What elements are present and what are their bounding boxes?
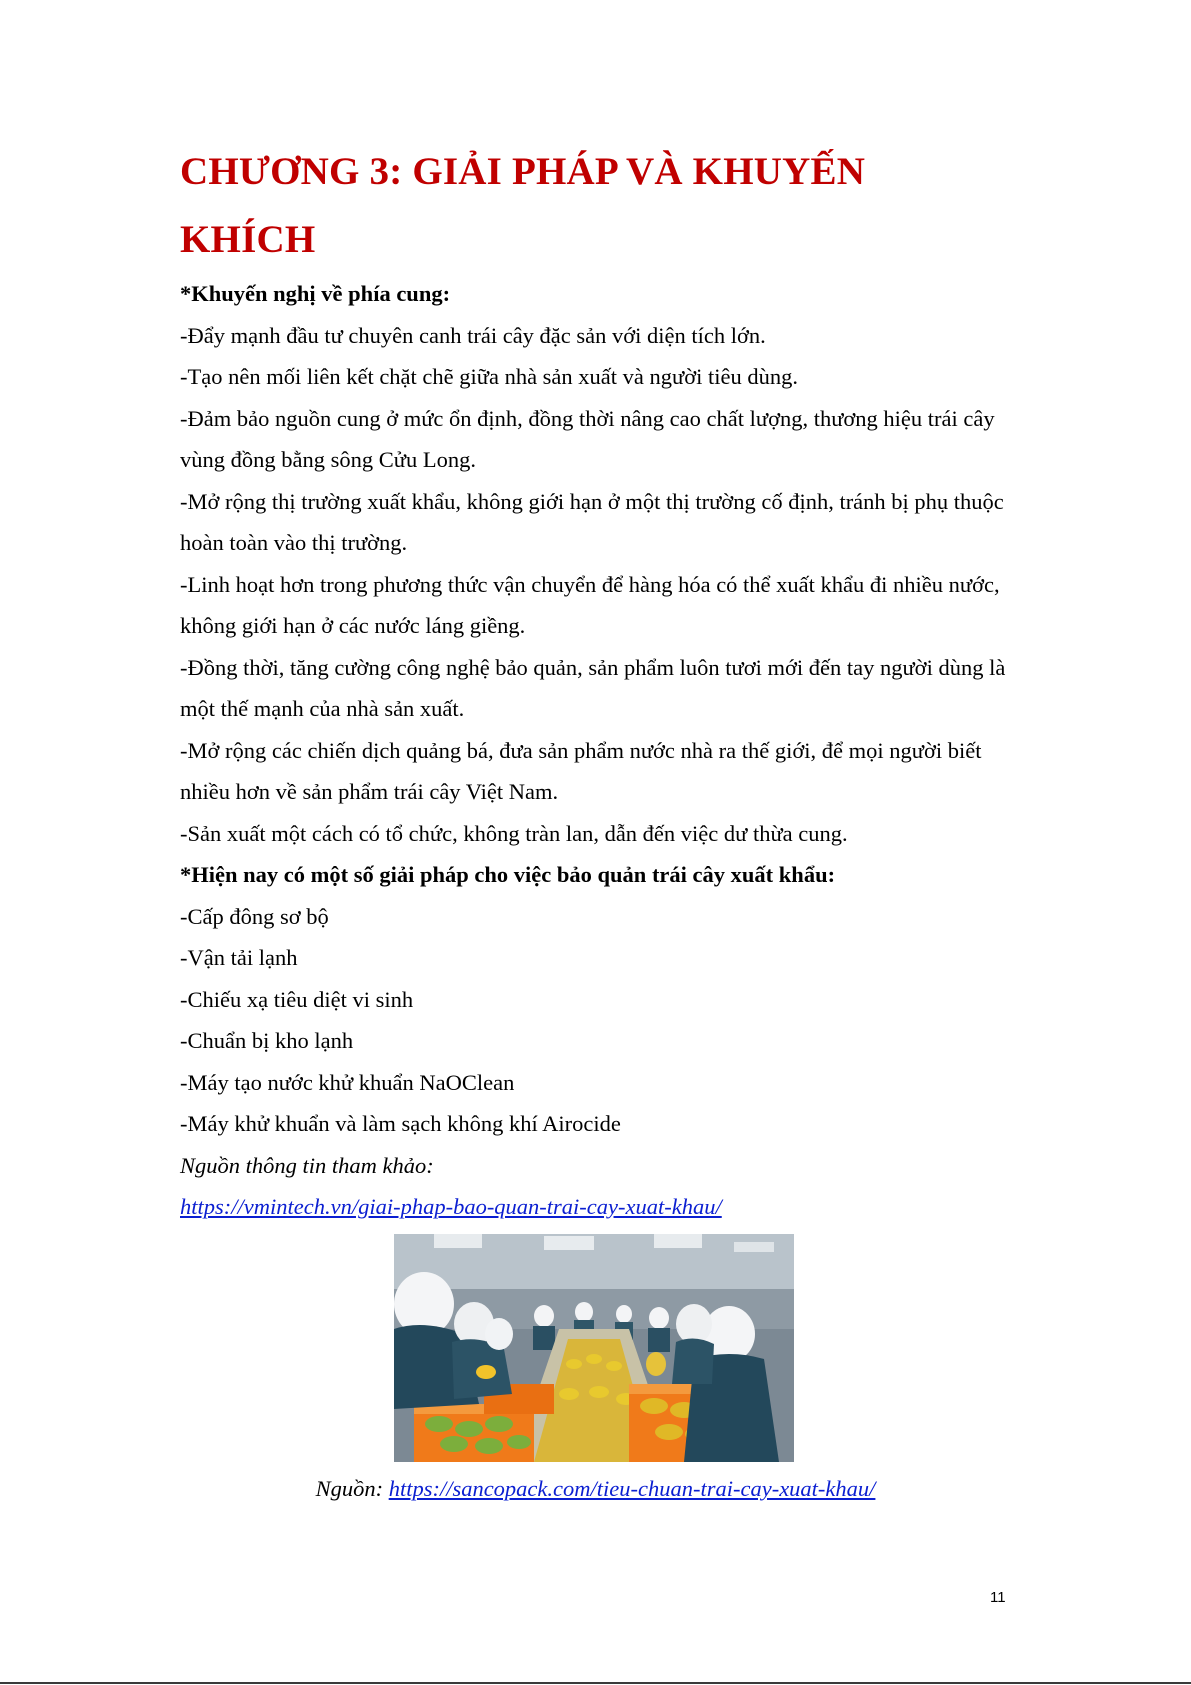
supply-item: -Tạo nên mối liên kết chặt chẽ giữa nhà sản xuất và người tiêu dùng. xyxy=(180,364,798,389)
photo-illustration xyxy=(394,1234,794,1462)
chapter-title-line-1: CHƯƠNG 3: GIẢI PHÁP VÀ KHUYẾN xyxy=(180,150,866,193)
preservation-item: -Chiếu xạ tiêu diệt vi sinh xyxy=(180,986,414,1012)
preservation-item: -Máy khử khuẩn và làm sạch không khí Airocide xyxy=(180,1111,621,1136)
preservation-item: -Cấp đông sơ bộ xyxy=(180,903,329,929)
supply-item: -Đồng thời, tăng cường công nghệ bảo quản, sản phẩm luôn tươi mới đến tay người dùng là một thế mạnh của nhà sản xuất. xyxy=(180,654,1006,721)
preservation-heading: *Hiện nay có một số giải pháp cho việc bảo quản trái cây xuất khẩu: xyxy=(180,862,836,887)
figure-caption xyxy=(0,1469,1191,1509)
caption-prefix: Nguồn: xyxy=(315,1476,389,1501)
supply-item: -Mở rộng các chiến dịch quảng bá, đưa sản phẩm nước nhà ra thế giới, để mọi người biết nhiều hơn về sản phẩm trái cây Việt Nam. xyxy=(180,737,982,804)
supply-item: -Mở rộng thị trường xuất khẩu, không giới hạn ở một thị trường cố định, tránh bị phụ thuộc hoàn toàn vào thị trường. xyxy=(180,488,1004,555)
preservation-item: -Máy tạo nước khử khuẩn NaOClean xyxy=(180,1069,515,1095)
page-number: 11 xyxy=(990,1589,1006,1606)
supply-item: -Linh hoạt hơn trong phương thức vận chuyển để hàng hóa có thể xuất khẩu đi nhiều nước, không giới hạn ở các nước láng giềng. xyxy=(180,571,1000,638)
supply-item: -Sản xuất một cách có tổ chức, không tràn lan, dẫn đến việc dư thừa cung. xyxy=(180,820,848,846)
caption-link[interactable]: https://sancopack.com/tieu-chuan-trai-cay-xuat-khau/ xyxy=(388,1476,876,1501)
fruit-packing-photo xyxy=(394,1234,794,1462)
page-bottom-divider xyxy=(0,1682,1191,1684)
chapter-title xyxy=(180,138,1020,274)
supply-heading: *Khuyến nghị về phía cung: xyxy=(180,281,451,306)
reference-link[interactable]: https://vmintech.vn/giai-phap-bao-quan-trai-cay-xuat-khau/ xyxy=(180,1194,722,1219)
reference-label: Nguồn thông tin tham khảo: xyxy=(180,1152,434,1178)
supply-item: -Đảm bảo nguồn cung ở mức ổn định, đồng thời nâng cao chất lượng, thương hiệu trái cây vùng đồng bằng sông Cửu Long. xyxy=(180,405,995,472)
chapter-title-line-2: KHÍCH xyxy=(180,218,316,261)
page-content xyxy=(180,138,1020,1228)
preservation-item: -Vận tải lạnh xyxy=(180,945,298,970)
preservation-item: -Chuẩn bị kho lạnh xyxy=(180,1028,354,1053)
supply-item: -Đẩy mạnh đầu tư chuyên canh trái cây đặc sản với diện tích lớn. xyxy=(180,322,766,348)
reference-link-line xyxy=(180,1186,1020,1228)
